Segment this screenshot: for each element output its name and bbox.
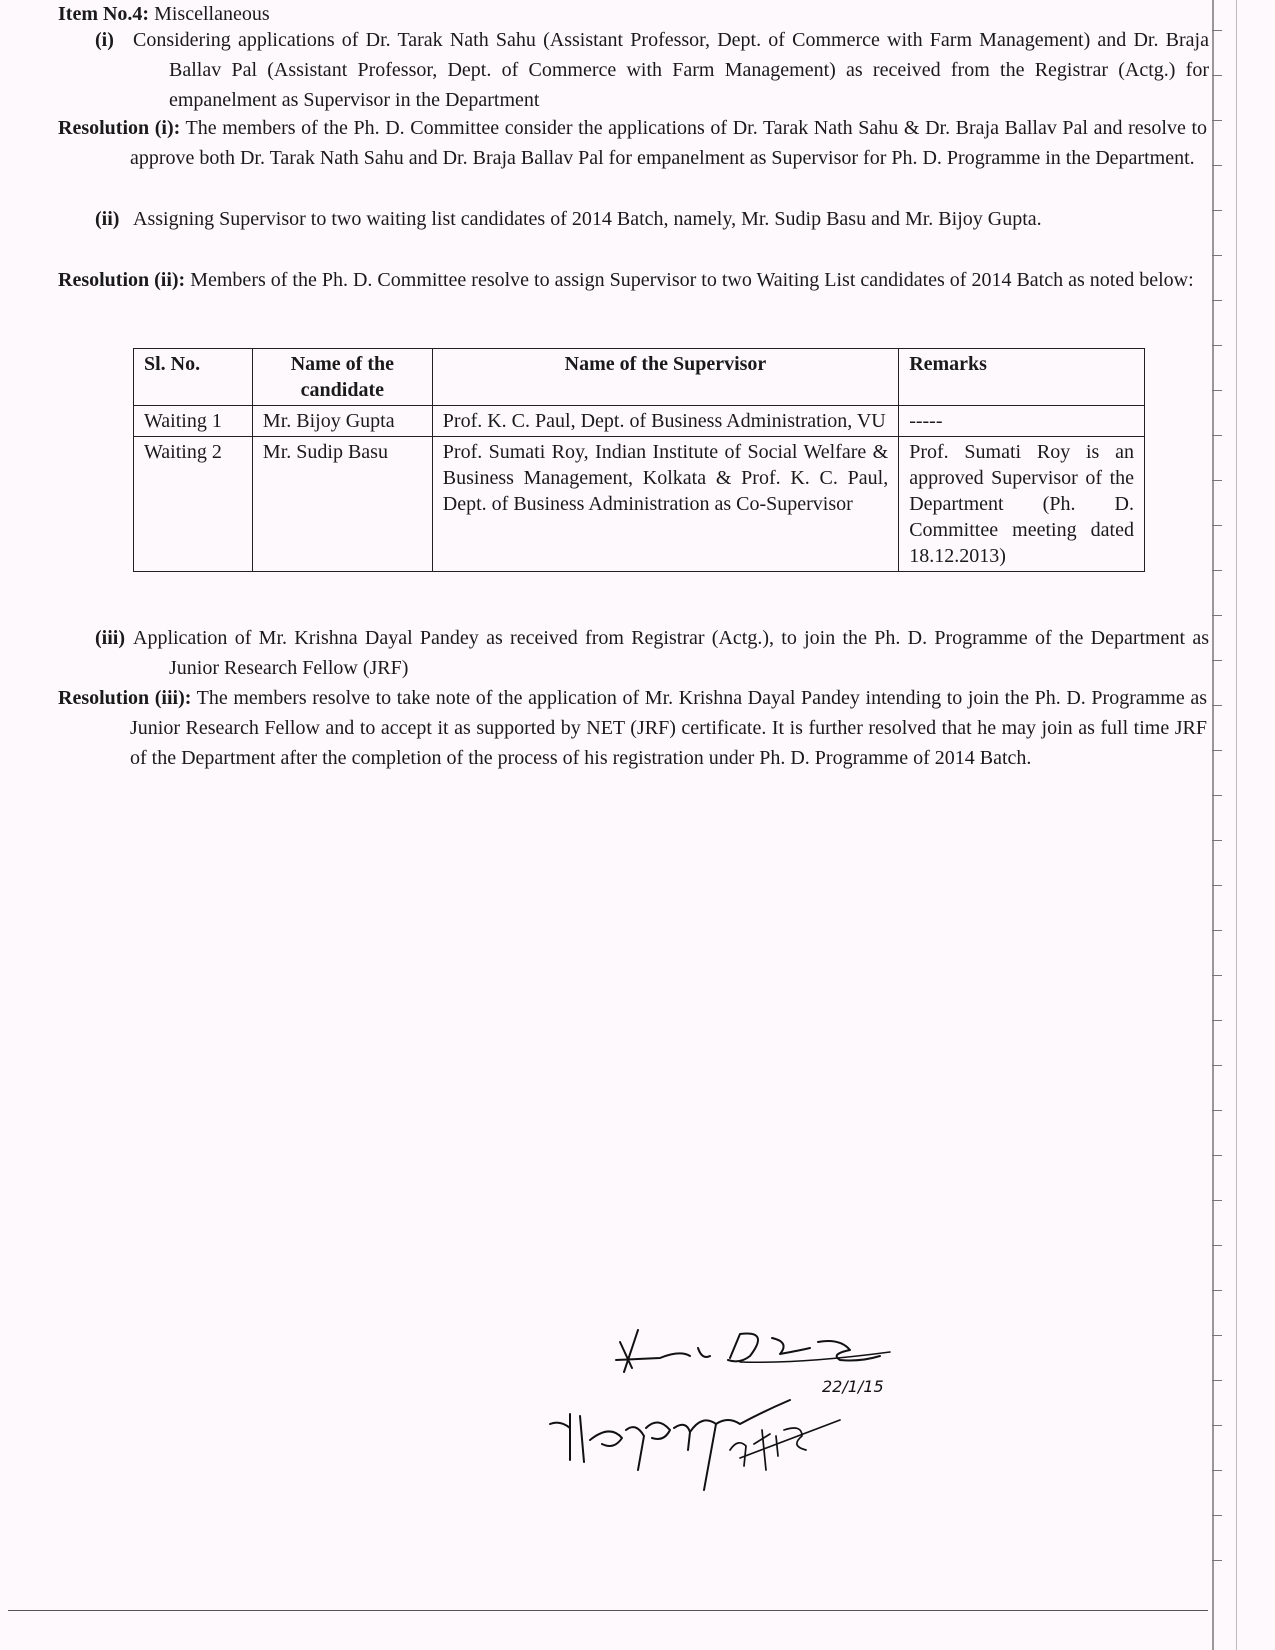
resolution-ii-label: Resolution (ii): [58,269,186,291]
scan-edge-tick [1212,570,1222,571]
header-candidate: Name of the candidate [252,349,432,406]
scan-edge-tick [1212,345,1222,346]
scan-edge-tick [1212,795,1222,796]
item-label: Item No.4: [58,3,150,25]
point-ii [95,204,1209,234]
scan-edge-tick [1212,930,1222,931]
point-i-text: Considering applications of Dr. Tarak Nath Sahu (Assistant Professor, Dept. of Commerce with Farm Management) and Dr. Braja Ballav Pal (Assistant Professor, Dept. of Commerce with Farm Management) as received from the Registrar (Actg.) for empanelment as Supervisor in the Department [133,29,1209,111]
scan-edge-tick [1212,1380,1222,1381]
scan-edge-tick [1212,1155,1222,1156]
cell-remarks: ----- [899,406,1145,437]
scan-edge-tick [1212,165,1222,166]
scan-edge-tick [1212,390,1222,391]
point-ii-number: (ii) [95,208,120,230]
scan-edge-tick [1212,885,1222,886]
scan-edge-tick [1212,435,1222,436]
scan-edge-tick [1212,30,1222,31]
cell-candidate: Mr. Sudip Basu [252,437,432,572]
resolution-i-label: Resolution (i): [58,117,181,139]
scan-edge-tick [1212,1425,1222,1426]
scan-edge-tick [1212,525,1222,526]
scan-edge-tick [1212,1200,1222,1201]
scan-edge-tick [1212,840,1222,841]
signature-date-1: 22/1/15 [822,1377,884,1396]
point-iii-text: Application of Mr. Krishna Dayal Pandey as received from Registrar (Actg.), to join the Ph. D. Programme of the Department as Junior Research Fellow (JRF) [133,627,1209,679]
scan-edge-tick [1212,975,1222,976]
scan-edge-tick [1212,300,1222,301]
scan-edge-tick [1212,705,1222,706]
scan-edge-tick [1212,1065,1222,1066]
scan-edge-tick [1212,660,1222,661]
scan-edge-tick [1212,1245,1222,1246]
scan-edge-tick [1212,1020,1222,1021]
point-iii-number: (iii) [95,627,125,649]
supervisor-table [133,348,1145,572]
scan-edge-tick [1212,255,1222,256]
resolution-i [58,113,1207,173]
resolution-ii-text: Members of the Ph. D. Committee resolve to assign Supervisor to two Waiting List candidates of 2014 Batch as noted below: [190,269,1194,291]
scan-edge-tick [1212,1110,1222,1111]
scan-edge-tick [1212,1470,1222,1471]
header-sl-no: Sl. No. [134,349,253,406]
scan-edge [1212,0,1214,1650]
table-row [134,437,1145,572]
table-row [134,406,1145,437]
header-remarks: Remarks [899,349,1145,406]
point-iii [95,623,1209,683]
cell-remarks: Prof. Sumati Roy is an approved Supervisor of the Department (Ph. D. Committee meeting dated 18.12.2013) [899,437,1145,572]
cell-supervisor: Prof. Sumati Roy, Indian Institute of Social Welfare & Business Management, Kolkata & Prof. K. C. Paul, Dept. of Business Administration as Co-Supervisor [432,437,898,572]
page-bottom-line [8,1610,1208,1611]
scan-edge-tick [1212,120,1222,121]
scan-edge-outer [1236,0,1237,1650]
table-header-row [134,349,1145,406]
cell-candidate: Mr. Bijoy Gupta [252,406,432,437]
resolution-iii [58,683,1207,773]
scan-edge-tick [1212,75,1222,76]
scan-edge-tick [1212,1515,1222,1516]
cell-sl: Waiting 1 [134,406,253,437]
scan-edge-tick [1212,1290,1222,1291]
point-i-number: (i) [95,29,114,51]
scan-edge-tick [1212,1560,1222,1561]
point-i [95,25,1209,115]
resolution-ii [58,265,1207,295]
cell-supervisor: Prof. K. C. Paul, Dept. of Business Administration, VU [432,406,898,437]
resolution-iii-label: Resolution (iii): [58,687,192,709]
resolution-iii-text: The members resolve to take note of the application of Mr. Krishna Dayal Pandey intending to join the Ph. D. Programme as Junior Research Fellow and to accept it as supported by NET (JRF) certificate. It is further resolved that he may join as full time JRF of the Department after the completion of the process of his registration under Ph. D. Programme of 2014 Batch. [130,687,1207,769]
item-heading [58,0,270,28]
scan-edge-tick [1212,1335,1222,1336]
scan-edge-tick [1212,750,1222,751]
point-ii-text: Assigning Supervisor to two waiting list candidates of 2014 Batch, namely, Mr. Sudip Basu and Mr. Bijoy Gupta. [133,208,1042,230]
header-supervisor: Name of the Supervisor [432,349,898,406]
scan-edge-tick [1212,480,1222,481]
resolution-i-text: The members of the Ph. D. Committee consider the applications of Dr. Tarak Nath Sahu & Dr. Braja Ballav Pal and resolve to approve both Dr. Tarak Nath Sahu and Dr. Braja Ballav Pal for empanelment as Supervisor for Ph. D. Programme in the Department. [130,117,1208,169]
cell-sl: Waiting 2 [134,437,253,572]
signatures-image [540,1320,960,1520]
scan-edge-tick [1212,210,1222,211]
scan-edge-tick [1212,615,1222,616]
item-title: Miscellaneous [154,3,270,25]
